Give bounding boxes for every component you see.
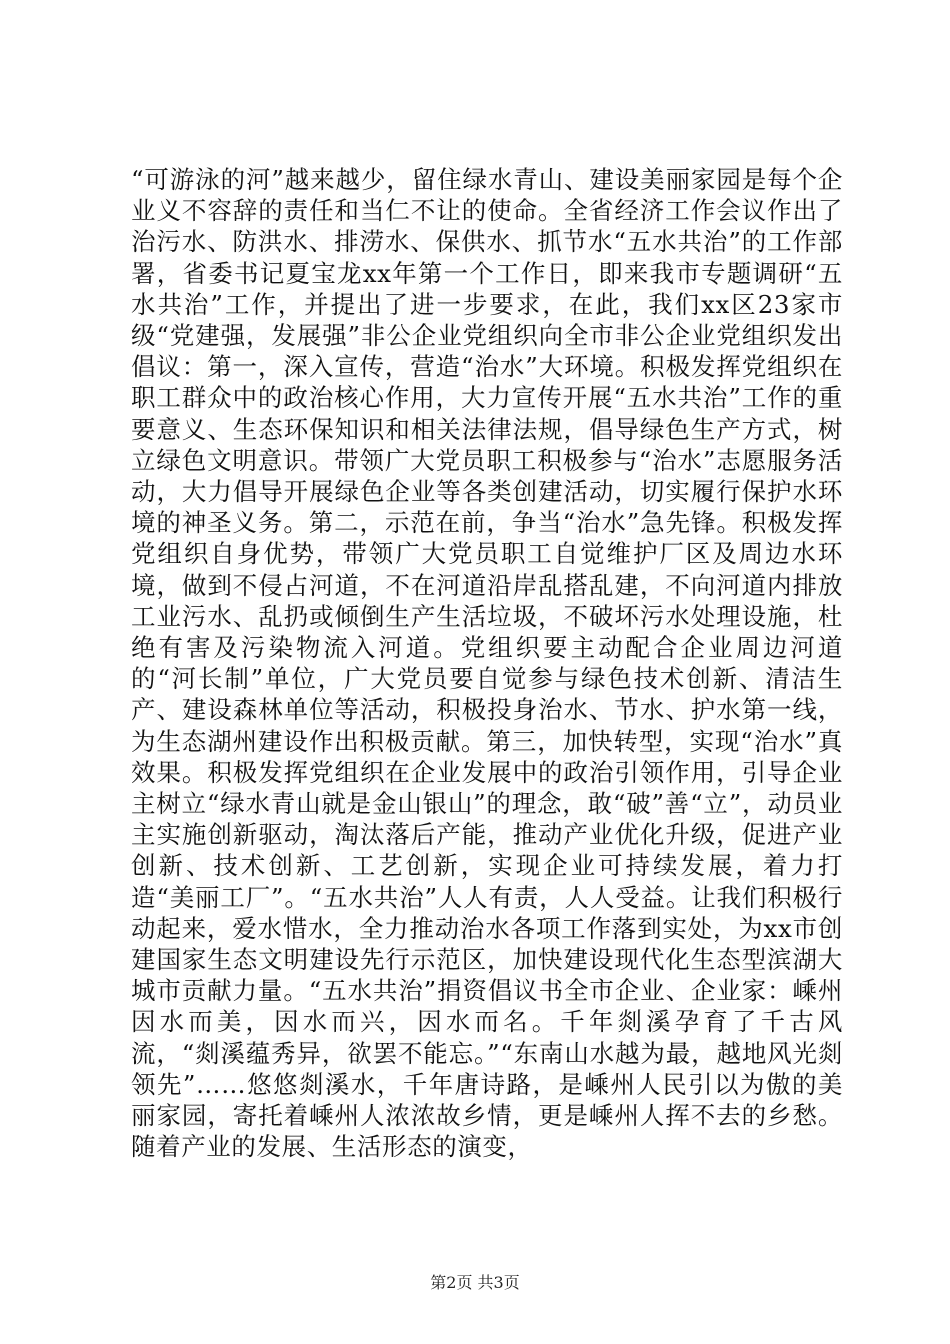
body-paragraph: “可游泳的河”越来越少，留住绿水青山、建设美丽家园是每个企业义不容辞的责任和当仁不让的使命。全省经济工作会议作出了治污水、防洪水、排涝水、保供水、抓节水“五水共治”的工作部署，省委书记夏宝龙xx年第一个工作日，即来我市专题调研“五水共治”工作，并提出了进一步要求，在此，我们xx区23家市级“党建强，发展强”非公企业党组织向全市非公企业党组织发出倡议：第一，深入宣传，营造“治水”大环境。积极发挥党组织在职工群众中的政治核心作用，大力宣传开展“五水共治”工作的重要意义、生态环保知识和相关法律法规，倡导绿色生产方式，树立绿色文明意识。带领广大党员职工积极参与“治水”志愿服务活动，大力倡导开展绿色企业等各类创建活动，切实履行保护水环境的神圣义务。第二，示范在前，争当“治水”急先锋。积极发挥党组织自身优势，带领广大党员职工自觉维护厂区及周边水环境，做到不侵占河道，不在河道沿岸乱搭乱建，不向河道内排放工业污水、乱扔或倾倒生产生活垃圾，不破坏污水处理设施，杜绝有害及污染物流入河道。党组织要主动配合企业周边河道的“河长制”单位，广大党员要自觉参与绿色技术创新、清洁生产、建设森林单位等活动，积极投身治水、节水、护水第一线，为生态湖州建设作出积极贡献。第三，加快转型，实现“治水”真效果。积极发挥党组织在企业发展中的政治引领作用，引导企业主树立“绿水青山就是金山银山”的理念，敢“破”善“立”，动员业主实施创新驱动，淘汰落后产能，推动产业优化升级，促进产业创新、技术创新、工艺创新，实现企业可持续发展，着力打造“美丽工厂”。“五水共治”人人有责，人人受益。让我们积极行动起来，爱水惜水，全力推动治水各项工作落到实处，为xx市创建国家生态文明建设先行示范区，加快建设现代化生态型滨湖大城市贡献力量。“五水共治”捐资倡议书全市企业、企业家：嵊州因水而美，因水而兴，因水而名。千年剡溪孕育了千古风流，“剡溪蕴秀异，欲罢不能忘。”“东南山水越为最，越地风光剡领先”……悠悠剡溪水，千年唐诗路，是嵊州人民引以为傲的美丽家园，寄托着嵊州人浓浓故乡情，更是嵊州人挥不去的乡愁。随着产业的发展、生活形态的演变，: [131, 165, 843, 1162]
page-footer: 第2页 共3页: [430, 1273, 520, 1292]
